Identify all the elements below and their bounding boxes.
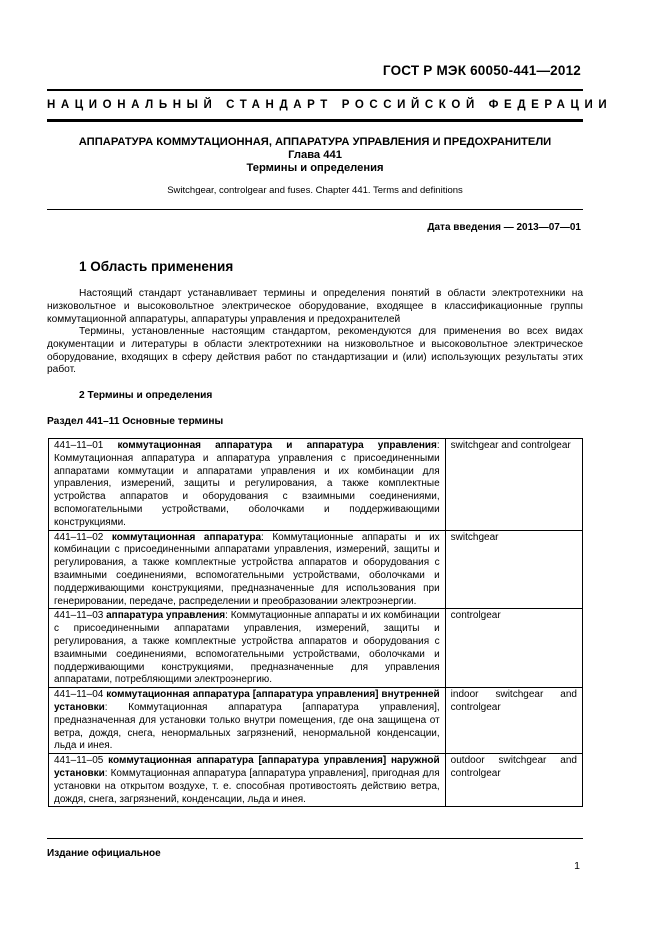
paragraph-text: Термины, установленные настоящим стандартом, рекомендуются для применения во всех видах документации и литературы в области электротехники на низковольтное и высоковольтное электрическое оборудование, входящих в сферу действия работ по стандартизации и (или) использующих результаты этих работ. bbox=[47, 326, 583, 376]
term-definition: Коммутационные аппараты и их комбинации с присоединенными аппаратами управления, измерений, защиты и регулирования, а также комплектные устройства аппаратов и оборудования с взаимными соединениями, вспомогательными устройствами, оболочками и поддерживающими конструкциями, предназначенные для использования при генерировании, передаче, распределении и преобразовании электроэнергии. bbox=[54, 531, 440, 607]
banner-rule bbox=[47, 119, 583, 122]
top-rule bbox=[47, 89, 583, 91]
footer-rule bbox=[47, 838, 583, 839]
english-title: Switchgear, controlgear and fuses. Chapter 441. Terms and definitions bbox=[167, 185, 463, 196]
title-line-1: АППАРАТУРА КОММУТАЦИОННАЯ, АППАРАТУРА УПРАВЛЕНИЯ И ПРЕДОХРАНИТЕЛИ bbox=[78, 136, 552, 148]
term-number: 441–11–03 bbox=[54, 610, 104, 622]
term-definition: Коммутационная аппаратура и аппаратура управления с присоединенными аппаратами коммутации и аппаратами управления и их комбинации для управления, измерений, защиты и регулирования, а также комплектные устройства аппаратов и оборудования с взаимными соединениями, вспомогательными устройствами, оболочками и поддерживающими конструкциями. bbox=[54, 452, 440, 528]
term-number: 441–11–05 bbox=[54, 755, 104, 767]
section-1-paragraph-1 bbox=[47, 288, 583, 326]
term-definition-cell: 441–11–02 коммутационная аппаратура: Коммутационные аппараты и их комбинации с присоединенными аппаратами управления, измерений, защиты и регулирования, а также комплектные устройства аппаратов и оборудования с взаимными соединениями, вспомогательными устройствами, оболочками и поддерживающими конструкциями, предназначенные для использования при генерировании, передаче, распределении и преобразовании электроэнергии. bbox=[49, 530, 446, 609]
term-name: коммутационная аппаратура и аппаратура управления bbox=[117, 440, 437, 451]
term-definition-cell: 441–11–03 аппаратура управления: Коммутационные аппараты и их комбинации с присоединенными аппаратами управления, измерений, защиты и регулирования, а также комплектные устройства аппаратов и оборудования с взаимными соединениями, вспомогательными устройствами, оболочками и поддерживающими конструкциями, предназначенные для управления аппаратами, потребляющими электроэнергию. bbox=[49, 609, 446, 688]
term-definition: Коммутационные аппараты и их комбинации с присоединенными аппаратами управления, измерений, защиты и регулирования, а также комплектные устройства аппаратов и оборудования с взаимными соединениями, вспомогательными устройствами, оболочками и поддерживающими конструкциями, предназначенные для управления аппаратами, потребляющими электроэнергию. bbox=[54, 610, 440, 686]
term-definition: Коммутационная аппаратура [аппаратура управления], предназначенная для установки только внутри помещения, где она защищена от ветра, дождя, снега, ненормальных загрязнений, ненормальной конденсации, льда и инея. bbox=[54, 701, 440, 752]
subsection-heading: Раздел 441–11 Основные термины bbox=[47, 416, 224, 427]
national-standard-banner: НАЦИОНАЛЬНЫЙ СТАНДАРТ РОССИЙСКОЙ ФЕДЕРАЦИИ bbox=[47, 99, 613, 111]
term-name: коммутационная аппаратура bbox=[111, 531, 262, 543]
english-equivalent: outdoor switchgear and controlgear bbox=[450, 755, 577, 779]
edition-note: Издание официальное bbox=[47, 848, 161, 859]
term-number: 441–11–01 bbox=[54, 440, 104, 451]
term-name: аппаратура управления bbox=[106, 610, 226, 622]
table-row bbox=[49, 609, 583, 688]
section-2-heading: 2 Термины и определения bbox=[79, 390, 213, 401]
term-definition-cell: 441–11–05 коммутационная аппаратура [аппаратура управления] наружной установки: Коммутационная аппаратура [аппаратура управления], пригодная для установки на открытом воздухе, т. е. способная противостоять действию ветра, дождя, снега, загрязнений, конденсации, льда и инея. bbox=[49, 754, 446, 807]
english-equivalent: controlgear bbox=[450, 610, 501, 622]
term-definition: Коммутационная аппаратура [аппаратура управления], пригодная для установки на открытом воздухе, т. е. способная противостоять действию ветра, дождя, снега, загрязнений, конденсации, льда и инея. bbox=[54, 767, 440, 805]
english-equivalent-cell bbox=[445, 439, 582, 531]
term-name: коммутационная аппаратура [аппаратура управления] наружной установки bbox=[54, 755, 440, 779]
english-equivalent-cell bbox=[445, 754, 582, 807]
english-equivalent-cell bbox=[445, 530, 582, 609]
term-number: 441–11–04 bbox=[54, 689, 104, 701]
paragraph-text: Настоящий стандарт устанавливает термины и определения понятий в области электротехники на низковольтное и высоковольтное электрическое оборудование, входящее в классификационные группы коммутационной аппаратуры, аппаратуры управления и предохранителей bbox=[47, 288, 583, 325]
english-equivalent: switchgear bbox=[450, 531, 499, 543]
introduction-date: Дата введения — 2013—07—01 bbox=[427, 222, 581, 233]
table-row bbox=[49, 439, 583, 531]
section-1-heading: 1 Область применения bbox=[79, 259, 234, 274]
section-1-paragraph-2 bbox=[47, 326, 583, 377]
term-definition-cell: 441–11–04 коммутационная аппаратура [аппаратура управления] внутренней установки: Коммутационная аппаратура [аппаратура управления], предназначенная для установки только внутри помещения, где она защищена от ветра, дождя, снега, ненормальных загрязнений, ненормальной конденсации, льда и инея. bbox=[49, 688, 446, 754]
document-code: ГОСТ Р МЭК 60050-441—2012 bbox=[382, 63, 581, 78]
table-row bbox=[49, 754, 583, 807]
title-rule bbox=[47, 209, 583, 210]
terms-table bbox=[48, 438, 583, 807]
english-equivalent-cell bbox=[445, 688, 582, 754]
term-definition-cell: 441–11–01 коммутационная аппаратура и аппаратура управления: Коммутационная аппаратура и аппаратура управления с присоединенными аппаратами коммутации и аппаратами управления и их комбинации для управления, измерений, защиты и регулирования, а также комплектные устройства аппаратов и оборудования с взаимными соединениями, вспомогательными устройствами, оболочками и поддерживающими конструкциями. bbox=[49, 439, 446, 531]
term-number: 441–11–02 bbox=[54, 531, 104, 543]
english-equivalent: switchgear and controlgear bbox=[450, 440, 571, 451]
title-subject: Термины и определения bbox=[246, 162, 384, 174]
title-chapter: Глава 441 bbox=[288, 149, 342, 161]
table-row bbox=[49, 530, 583, 609]
term-name: коммутационная аппаратура [аппаратура управления] внутренней установки bbox=[54, 689, 440, 713]
english-equivalent-cell bbox=[445, 609, 582, 688]
title-block bbox=[47, 136, 583, 175]
page-number: 1 bbox=[574, 860, 580, 872]
table-row bbox=[49, 688, 583, 754]
english-equivalent: indoor switchgear and controlgear bbox=[450, 689, 577, 713]
